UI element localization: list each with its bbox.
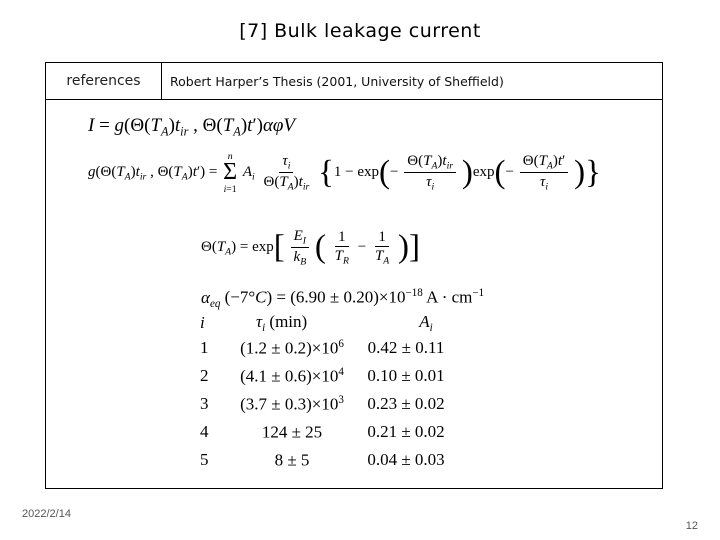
header-i: i [200, 313, 205, 332]
table-row [200, 446, 476, 474]
a-value: 0.42 ± 0.11 [367, 338, 445, 357]
row-index: 1 [200, 338, 209, 357]
references-table [45, 62, 663, 100]
tau-value: $(4.1 \pm 0.6)\times 10^4$ [240, 365, 344, 386]
tau-value: $(1.2 \pm 0.2)\times 10^6$ [240, 337, 344, 358]
tau-value: 8 ± 5 [274, 450, 310, 470]
references-value: Robert Harper’s Thesis (2001, University of Sheffield) [170, 73, 504, 89]
theta-equation: $\Theta(T_A) = \exp$[ $\frac{E_I}{k_B}$ ( $\frac{1}{T_R}$ − $\frac{1}{T_A}$ )] [201, 228, 420, 268]
a-value: 0.04 ± 0.03 [367, 450, 445, 469]
tau-value: 124 ± 25 [261, 422, 323, 442]
row-index: 2 [200, 366, 209, 385]
table-row [200, 390, 476, 418]
table-row [200, 334, 476, 362]
row-index: 4 [200, 422, 209, 441]
alpha-eq-equation: $\alpha_{eq}$ $(-7^\circ C) = (6.90 \pm 0.20)\times 10^{-18}$ $A \cdot cm^{-1}$ [201, 287, 485, 310]
table-row [200, 418, 476, 446]
slide-date: 2022/2/14 [22, 508, 71, 520]
header-tau: $\tau_i$ (min) [256, 312, 308, 334]
page-number: 12 [685, 520, 698, 532]
header-a: $A_i$ [419, 312, 433, 334]
slide-title: [7] Bulk leakage current [239, 20, 481, 42]
a-value: 0.23 ± 0.02 [367, 394, 445, 413]
table-row [200, 362, 476, 390]
row-index: 3 [200, 394, 209, 413]
references-label: references [46, 63, 162, 99]
a-value: 0.10 ± 0.01 [367, 366, 445, 385]
row-index: 5 [200, 450, 209, 469]
parameter-table [200, 312, 476, 474]
table-header-row [200, 312, 476, 334]
g-function-equation: $g(\Theta(T_A)t_{ir}$ , $\Theta(T_A)t'$) = n Σ i=1 $A_i$ $\frac{\tau_i}{\Theta(T_A)t_{ir}}$ {1 − exp(− $\frac{\Theta(T_A)t_{ir}}{\tau_i}$ )exp(− $\frac{\Theta(T_A)t'}{\tau_i}$ )} [88, 151, 601, 195]
tau-value: $(3.7 \pm 0.3)\times 10^3$ [240, 393, 344, 414]
current-equation: $I = g(\Theta(T_A)t_{ir}$ , $\Theta(T_A)t')\alpha\varphi V$ [88, 115, 296, 139]
a-value: 0.21 ± 0.02 [367, 422, 445, 441]
